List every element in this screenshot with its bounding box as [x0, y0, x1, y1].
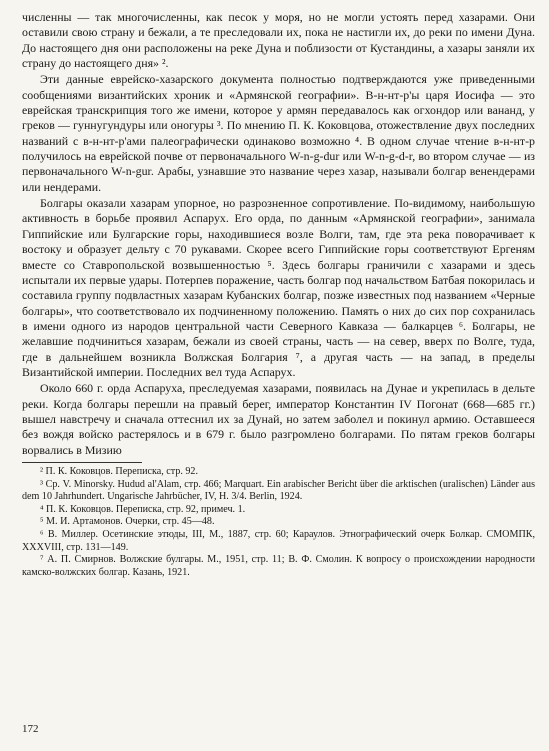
- paragraph-2: Эти данные еврейско-хазарского документа полностью подтверждаются уже приведенными сообщениями византийских хроник и «Армянской географии». В-н-нт-р'ы царя Иосифа — это еврейская транскрипция того же имени, которое у армян передавалось как огхондор или вананд, у греков — гуннугундуры или оногуры ³. По мнению П. К. Коковцова, отожествление двух последних названий с в-н-нт-р'ами палеографически одинаково возможно ⁴. В одном случае чтение в-н-нт-р получилось на еврейской почве от первоначального W-n-g-dur или W-n-g-d-r, во втором случае — из первоначального W-n-gur. Арабы, узнавшие это название через хазар, называли болгар венендерами или нендерами.: [22, 72, 535, 194]
- footnote-7: ⁷ А. П. Смирнов. Волжские булгары. М., 1951, стр. 11; В. Ф. Смолин. К вопросу о происхождении народности камско-волжских болгар. Казань, 1921.: [22, 554, 535, 578]
- footnote-2: ² П. К. Коковцов. Переписка, стр. 92.: [40, 465, 198, 477]
- paragraph-1: численны — так многочисленны, как песок у моря, но не могли устоять перед хазарами. Они оставили свою страну и бежали, а те преследовали их, пока не настигли их, до реки по имени Дуна. До настоящего дня они расположены на реке Дуна и поблизости от Кустандины, а хазары заняли их страну до настоящего дня» ².: [22, 10, 535, 71]
- paragraph-3: Болгары оказали хазарам упорное, но разрозненное сопротивление. По-видимому, наибольшую активность в борьбе проявил Аспарух. Его орда, по данным «Армянской географии», занимала Гиппийские или Булгарские горы, находившиеся возле Волги, там, где эта река поворачивает к востоку и образует дельту с 70 рукавами. Скорее всего Гиппийские горы соответствуют Ергеням вместе со Ставропольской возвышенностью ⁵. Здесь болгары граничили с хазарами и здесь испытали их первые удары. Потерпев поражение, часть болгар под начальством Батбая покорилась и составила группу подвластных хазарам Кубанских болгар, позже известных под названием «Черные болгары», что соответствовало их подчиненному положению. Память о них до сих пор сохранилась в имени одного из народов центральной части Северного Кавказа — балкарцев ⁶. Болгары, не желавшие подчиниться хазарам, бежали из своей страны, часть — на север, вверх по Волге, туда, где в дальнейшем возникла Волжская Болгария ⁷, а другая часть — на запад, в пределы Византийской империи. Последних вел туда Аспарух.: [22, 196, 535, 379]
- footnote-6: ⁶ В. Миллер. Осетинские этюды, III, М., 1887, стр. 60; Караулов. Этнографический очерк Болкар. СМОМПК, XXXVIII, стр. 131—149.: [22, 528, 535, 553]
- footnotes: [22, 466, 535, 579]
- page-number: 172: [22, 723, 39, 735]
- footnote-divider: [22, 462, 142, 463]
- footnote-5: ⁵ М. И. Артамонов. Очерки, стр. 45—48.: [40, 516, 215, 528]
- footnote-4: ⁴ П. К. Коковцов. Переписка, стр. 92, примеч. 1.: [40, 503, 246, 515]
- main-text: [22, 10, 535, 458]
- paragraph-4: Около 660 г. орда Аспаруха, преследуемая хазарами, появилась на Дунае и укрепилась в дельте реки. Когда болгары перешли на правый берег, император Константин IV Погонат (668—685 гг.) вышел навстречу и сначала оттеснил их за Дунай, но затем заболел и покинул армию. Оставшееся без вождя войско растерялось и в 679 г. было разгромлено болгарами. По пятам греков болгары ворвались в Мизию: [22, 381, 535, 457]
- footnote-3: ³ Ср. V. Minorsky. Hudud al'Alam, стр. 466; Marquart. Ein arabischer Bericht über die arktischen (uralischen) Länder aus dem 10 Jahrhundert. Ungarische Jahrbücher, IV, H. 3/4. Berlin, 1924.: [22, 478, 535, 503]
